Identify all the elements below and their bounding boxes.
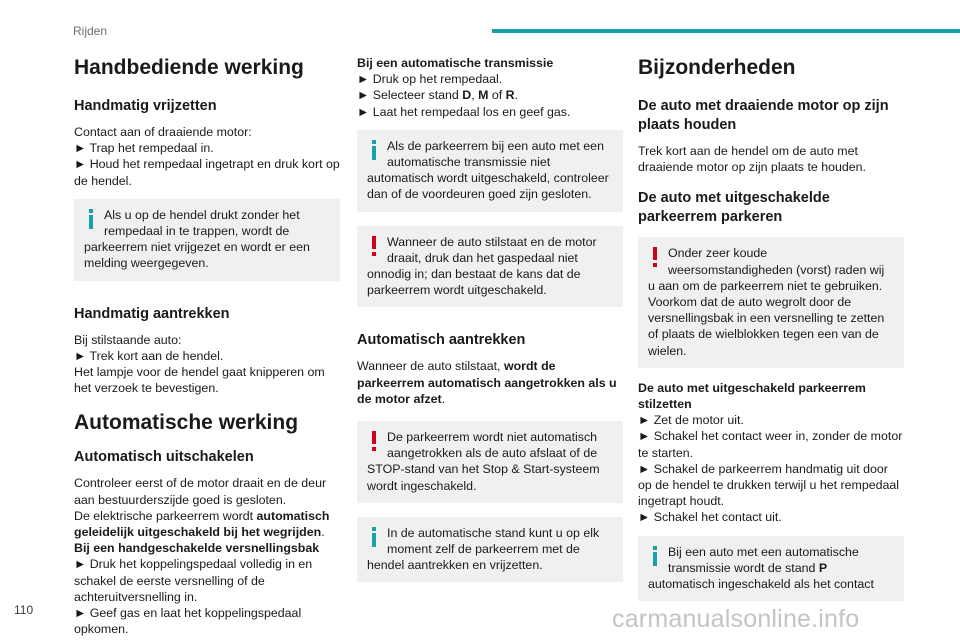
- running-header: Rijden: [73, 24, 108, 38]
- section-title-automatic: Automatische werking: [74, 411, 299, 435]
- info-note: [638, 536, 904, 602]
- section-title-special: Bijzonderheden: [638, 56, 796, 79]
- note-text: De parkeerrem wordt niet automatisch aangetrokken als de auto afslaat of de STOP-stand van het Stop & Start-systeem wordt ingeschakeld.: [367, 430, 600, 493]
- text-line: Contact aan of draaiende motor:: [74, 125, 252, 139]
- warning-note: [357, 421, 623, 503]
- info-icon: [648, 546, 662, 566]
- bullet-item: ► Geef gas en laat het koppelingspedaal opkomen.: [74, 606, 302, 637]
- bullet-item: ► Laat het rempedaal los en geef gas.: [357, 104, 571, 119]
- watermark: carmanualsonline.info: [612, 605, 860, 633]
- column-1: [74, 55, 340, 637]
- column-3: [638, 55, 904, 611]
- info-note: [357, 517, 623, 583]
- note-text: Bij een auto met een automatische transmissie wordt de stand P automatisch ingeschakeld als het contact: [648, 544, 874, 592]
- text-paragraph: Trek kort aan de hendel om de auto met draaiende motor op zijn plaats te houden.: [638, 144, 867, 175]
- warning-icon: [367, 236, 381, 256]
- note-text: Als de parkeerrem bij een auto met een automatische transmissie niet automatisch wordt uitgeschakeld, controleer dan of de voordeuren goed zijn gesloten.: [367, 138, 609, 202]
- warning-icon: [648, 247, 662, 267]
- bullet-item: ► Druk op het rempedaal.: [357, 72, 503, 87]
- info-icon: [84, 209, 98, 229]
- subsection-title-manual-apply: Handmatig aantrekken: [74, 305, 230, 322]
- subsection-title-manual-release: Handmatig vrijzetten: [74, 98, 217, 114]
- section-title-manual: Handbediende werking: [74, 56, 304, 79]
- subsection-title-hold: De auto met draaiende motor op zijn plaats houden: [638, 98, 889, 133]
- text-line: Bij stilstaande auto:: [74, 332, 182, 347]
- text-line: Het lampje voor de hendel gaat knipperen om het verzoek te bevestigen.: [74, 365, 325, 396]
- warning-note: [638, 237, 904, 367]
- subheading-manual-gearbox: Bij een handgeschakelde versnellingsbak: [74, 541, 320, 556]
- note-text: Onder zeer koude weersomstandigheden (vorst) raden wij u aan om de parkeerrem niet te gebruiken.: [648, 246, 885, 293]
- text-paragraph: Controleer eerst of de motor draait en de deur aan bestuurderszijde goed is gesloten.: [74, 476, 327, 507]
- note-text: In de automatische stand kunt u op elk moment zelf de parkeerrem met de hendel aantrekken en vrijzetten.: [367, 525, 600, 573]
- note-text: Wanneer de auto stilstaat en de motor draait, druk dan het gaspedaal niet onnodig in; dan bestaat de kans dat de parkeerrem wordt uitgeschakeld.: [367, 234, 597, 298]
- subsection-title-auto-release: Automatisch uitschakelen: [74, 449, 254, 466]
- bullet-item: ► Druk het koppelingspedaal volledig in en schakel de eerste versnelling of de achteruitversnelling in.: [74, 557, 313, 604]
- info-icon: [367, 140, 381, 160]
- header-accent-bar: [492, 29, 960, 33]
- subsection-title-park-disengaged: De auto met uitgeschakelde parkeerrem parkeren: [638, 190, 830, 226]
- column-2: [357, 55, 623, 592]
- bullet-item: ► Schakel de parkeerrem handmatig uit door op de hendel te drukken terwijl u het rempedaal ingetrapt houdt.: [638, 461, 900, 509]
- subheading-stop-disengaged: De auto met uitgeschakeld parkeerrem stilzetten: [638, 380, 866, 412]
- bullet-item: ► Zet de motor uit.: [638, 413, 744, 428]
- info-note: [357, 130, 623, 212]
- bullet-item: ► Schakel het contact uit.: [638, 510, 782, 525]
- text-paragraph: Wanneer de auto stilstaat, wordt de parkeerrem automatisch aangetrokken als u de motor afzet.: [357, 359, 617, 406]
- text-paragraph: De elektrische parkeerrem wordt automatisch geleidelijk uitgeschakeld bij het wegrijden.: [74, 508, 330, 540]
- page-number: 110: [14, 603, 34, 617]
- warning-note: [357, 226, 623, 308]
- bullet-item: ► Houd het rempedaal ingetrapt en druk kort op de hendel.: [74, 157, 340, 188]
- warning-icon: [367, 431, 381, 451]
- bullet-item: ► Trap het rempedaal in.: [74, 141, 214, 156]
- bullet-item: ► Schakel het contact weer in, zonder de motor te starten.: [638, 429, 903, 460]
- info-icon: [367, 527, 381, 547]
- note-text: Als u op de hendel drukt zonder het rempedaal in te trappen, wordt de parkeerrem niet vrijgezet en wordt er een melding weergegeven.: [84, 207, 310, 271]
- note-text: Voorkom dat de auto wegrolt door de versnellingsbak in een versnelling te zetten of plaats de wielblokken tegen een van de wielen.: [648, 295, 885, 358]
- bullet-item: ► Trek kort aan de hendel.: [74, 348, 224, 363]
- subsection-title-auto-apply: Automatisch aantrekken: [357, 332, 526, 349]
- subheading-automatic-transmission: Bij een automatische transmissie: [357, 56, 554, 70]
- info-note: [74, 199, 340, 281]
- bullet-item: ► Selecteer stand D, M of R.: [357, 88, 519, 103]
